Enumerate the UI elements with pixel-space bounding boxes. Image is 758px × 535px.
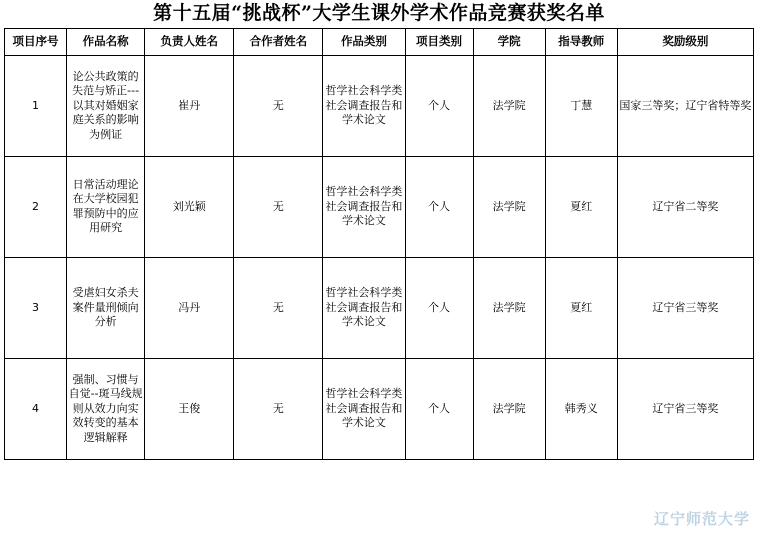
table-row [5, 156, 754, 257]
table-row [5, 358, 754, 459]
cell-award-level: 辽宁省三等奖 [617, 257, 753, 358]
cell-work-title: 日常活动理论在大学校园犯罪预防中的应用研究 [67, 156, 145, 257]
column-header-award-level: 奖励级别 [617, 28, 753, 55]
cell-index: 1 [5, 55, 67, 156]
column-header-advisor: 指导教师 [545, 28, 617, 55]
cell-college: 法学院 [473, 55, 545, 156]
column-header-work-category: 作品类别 [323, 28, 405, 55]
cell-leader: 冯丹 [145, 257, 234, 358]
cell-leader: 王俊 [145, 358, 234, 459]
cell-index: 2 [5, 156, 67, 257]
table-row [5, 55, 754, 156]
cell-index: 4 [5, 358, 67, 459]
page-title: 第十五届“挑战杯”大学生课外学术作品竞赛获奖名单 [153, 2, 605, 24]
cell-advisor: 夏红 [545, 257, 617, 358]
cell-collaborator: 无 [234, 257, 323, 358]
cell-college: 法学院 [473, 358, 545, 459]
cell-advisor: 丁慧 [545, 55, 617, 156]
cell-project-category: 个人 [405, 358, 473, 459]
cell-award-level: 国家三等奖；辽宁省特等奖 [617, 55, 753, 156]
table-row [5, 257, 754, 358]
cell-work-title: 受虐妇女杀夫案件量刑倾向分析 [67, 257, 145, 358]
cell-collaborator: 无 [234, 358, 323, 459]
cell-leader: 刘光颖 [145, 156, 234, 257]
cell-college: 法学院 [473, 156, 545, 257]
award-list-table [4, 28, 754, 460]
cell-index: 3 [5, 257, 67, 358]
column-header-work-title: 作品名称 [67, 28, 145, 55]
column-header-college: 学院 [473, 28, 545, 55]
cell-collaborator: 无 [234, 55, 323, 156]
cell-work-category: 哲学社会科学类社会调查报告和学术论文 [323, 358, 405, 459]
cell-project-category: 个人 [405, 55, 473, 156]
watermark-text: 辽宁师范大学 [653, 510, 750, 528]
column-header-collaborator: 合作者姓名 [234, 28, 323, 55]
cell-work-title: 强制、习惯与自觉--斑马线规则从效力向实效转变的基本逻辑解释 [67, 358, 145, 459]
cell-award-level: 辽宁省三等奖 [617, 358, 753, 459]
column-header-project-category: 项目类别 [405, 28, 473, 55]
cell-work-category: 哲学社会科学类社会调查报告和学术论文 [323, 156, 405, 257]
cell-project-category: 个人 [405, 257, 473, 358]
cell-college: 法学院 [473, 257, 545, 358]
cell-advisor: 夏红 [545, 156, 617, 257]
cell-work-title: 论公共政策的失范与矫正---以其对婚姻家庭关系的影响为例证 [67, 55, 145, 156]
cell-work-category: 哲学社会科学类社会调查报告和学术论文 [323, 257, 405, 358]
cell-project-category: 个人 [405, 156, 473, 257]
column-header-leader: 负责人姓名 [145, 28, 234, 55]
cell-leader: 崔丹 [145, 55, 234, 156]
cell-work-category: 哲学社会科学类社会调查报告和学术论文 [323, 55, 405, 156]
cell-award-level: 辽宁省二等奖 [617, 156, 753, 257]
cell-collaborator: 无 [234, 156, 323, 257]
table-header-row [5, 28, 754, 55]
column-header-index: 项目序号 [5, 28, 67, 55]
cell-advisor: 韩秀义 [545, 358, 617, 459]
